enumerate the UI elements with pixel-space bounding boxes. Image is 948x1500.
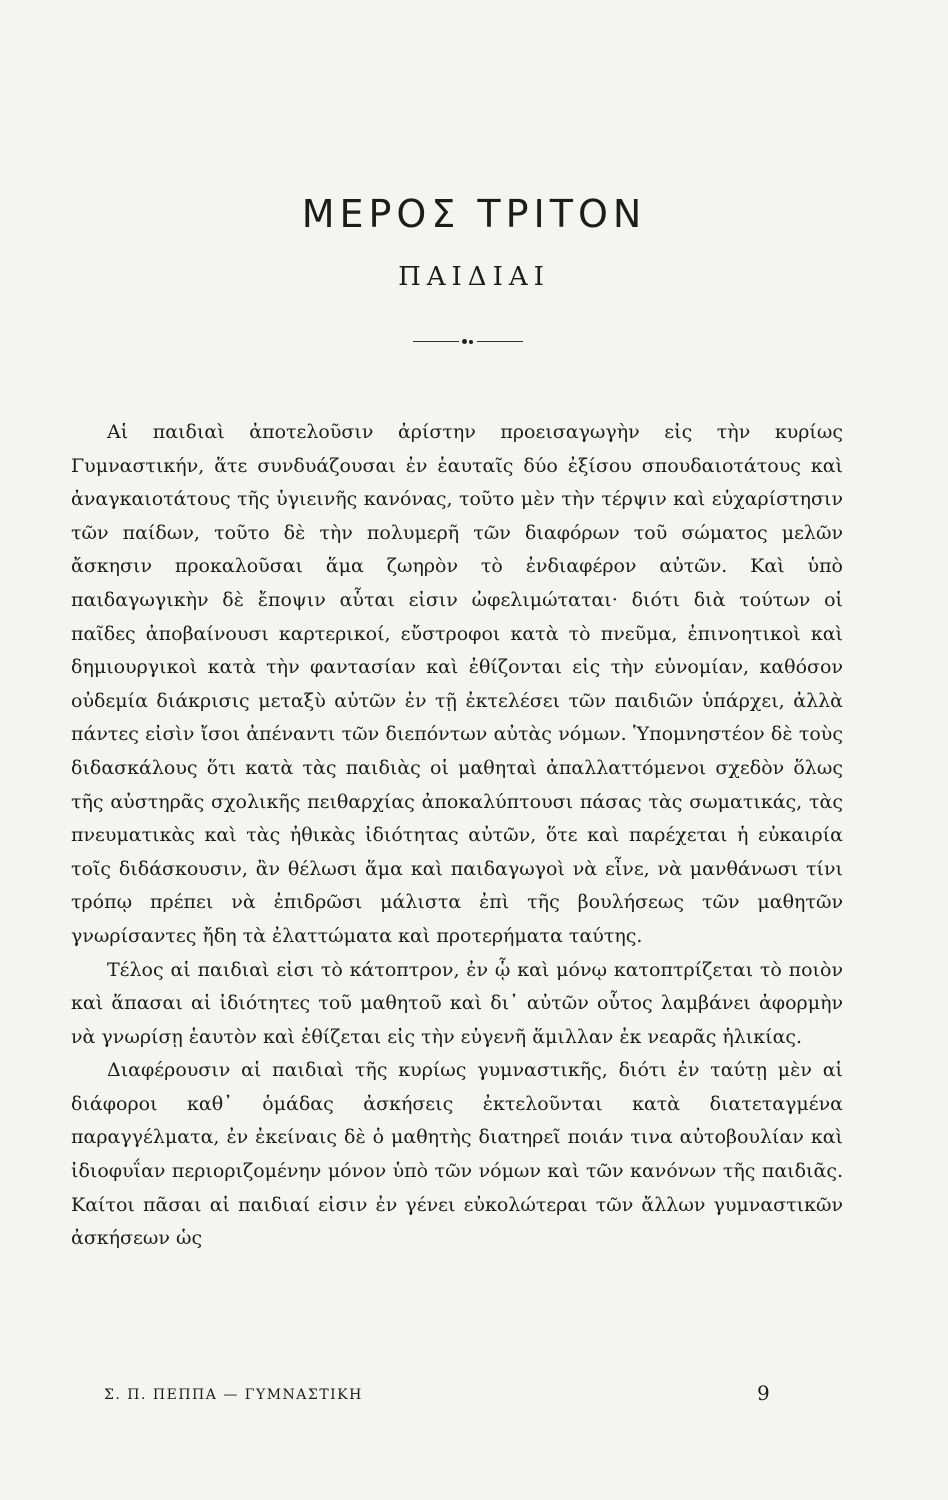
body-text <box>71 416 843 1256</box>
ornament-dot <box>469 340 473 344</box>
running-footer-title: Σ. Π. ΠΕΠΠΑ — ΓΥΜΝΑΣΤΙΚΗ <box>104 1387 363 1403</box>
ornament-line-right <box>477 341 523 342</box>
part-title: ΜΕΡΟΣ ΤΡΙΤΟΝ <box>301 192 647 236</box>
paragraph: Αἱ παιδιαὶ ἀποτελοῦσιν ἀρίστην προεισαγωγὴν εἰς τὴν κυρίως Γυμναστικήν, ἅτε συνδυάζουσαι ἐν ἑαυταῖς δύο ἐξίσου σπουδαιοτάτους καὶ ἀναγκαιοτάτους τῆς ὑγιεινῆς κανόνας, τοῦτο μὲν τὴν τέρψιν καὶ εὐχαρίστησιν τῶν παίδων, τοῦτο δὲ τὴν πολυμερῆ τῶν διαφόρων τοῦ σώματος μελῶν ἄσκησιν προκαλοῦσαι ἅμα ζωηρὸν τὸ ἐνδιαφέρον αὐτῶν. Καὶ ὑπὸ παιδαγωγικὴν δὲ ἔποψιν αὗται εἰσιν ὠφελιμώταται· διότι διὰ τούτων οἱ παῖδες ἀποβαίνουσι καρτερικοί, εὔστροφοι κατὰ τὸ πνεῦμα, ἐπινοητικοὶ καὶ δημιουργικοὶ κατὰ τὴν φαντασίαν καὶ ἐθίζονται εἰς τὴν εὐνομίαν, καθόσον οὐδεμία διάκρισις μεταξὺ αὐτῶν ἐν τῇ ἐκτελέσει τῶν παιδιῶν ὑπάρχει, ἀλλὰ πάντες εἰσὶν ἴσοι ἀπέναντι τῶν διεπόντων αὐτὰς νόμων. Ὑπομνηστέον δὲ τοὺς διδασκάλους ὅτι κατὰ τὰς παιδιὰς οἱ μαθηταὶ ἀπαλλαττόμενοι σχεδὸν ὅλως τῆς αὐστηρᾶς σχολικῆς πειθαρχίας ἀποκαλύπτουσι πάσας τὰς σωματικάς, τὰς πνευματικὰς καὶ τὰς ἠθικὰς ἰδιότητας αὐτῶν, ὅτε καὶ παρέχεται ἡ εὐκαιρία τοῖς διδάσκουσιν, ἂν θέλωσι ἅμα καὶ παιδαγωγοὶ νὰ εἶνε, νὰ μανθάνωσι τίνι τρόπῳ πρέπει νὰ ἐπιδρῶσι μάλιστα ἐπὶ τῆς βουλήσεως τῶν μαθητῶν γνωρίσαντες ἤδη τὰ ἐλαττώματα καὶ προτερήματα ταύτης. <box>71 421 843 947</box>
page-number: 9 <box>757 1381 770 1405</box>
ornament-dot <box>462 339 467 344</box>
paragraph: Διαφέρουσιν αἱ παιδιαὶ τῆς κυρίως γυμναστικῆς, διότι ἐν ταύτῃ μὲν αἱ διάφοροι καθ᾽ ὁμάδας ἀσκήσεις ἐκτελοῦνται κατὰ διατεταγμένα παραγγέλματα, ἐν ἐκείναις δὲ ὁ μαθητὴς διατηρεῖ ποιάν τινα αὐτοβουλίαν καὶ ἰδιοφυΐαν περιοριζομένην μόνον ὑπὸ τῶν νόμων καὶ τῶν κανόνων τῆς παιδιᾶς. Καίτοι πᾶσαι αἱ παιδιαί εἰσιν ἐν γένει εὐκολώτεραι τῶν ἄλλων γυμναστικῶν ἀσκήσεων ὡς <box>71 1059 843 1250</box>
ornament-line-left <box>413 341 459 342</box>
section-title: ΠΑΙΔΙΑΙ <box>398 262 550 292</box>
paragraph: Τέλος αἱ παιδιαὶ εἰσι τὸ κάτοπτρον, ἐν ᾧ καὶ μόνῳ κατοπτρίζεται τὸ ποιὸν καὶ ἅπασαι αἱ ἰδιότητες τοῦ μαθητοῦ καὶ δι᾽ αὐτῶν οὗτος λαμβάνει ἀφορμὴν νὰ γνωρίσῃ ἑαυτὸν καὶ ἐθίζεται εἰς τὴν εὐγενῆ ἅμιλλαν ἐκ νεαρᾶς ἡλικίας. <box>71 958 843 1048</box>
ornament-divider <box>413 338 523 346</box>
